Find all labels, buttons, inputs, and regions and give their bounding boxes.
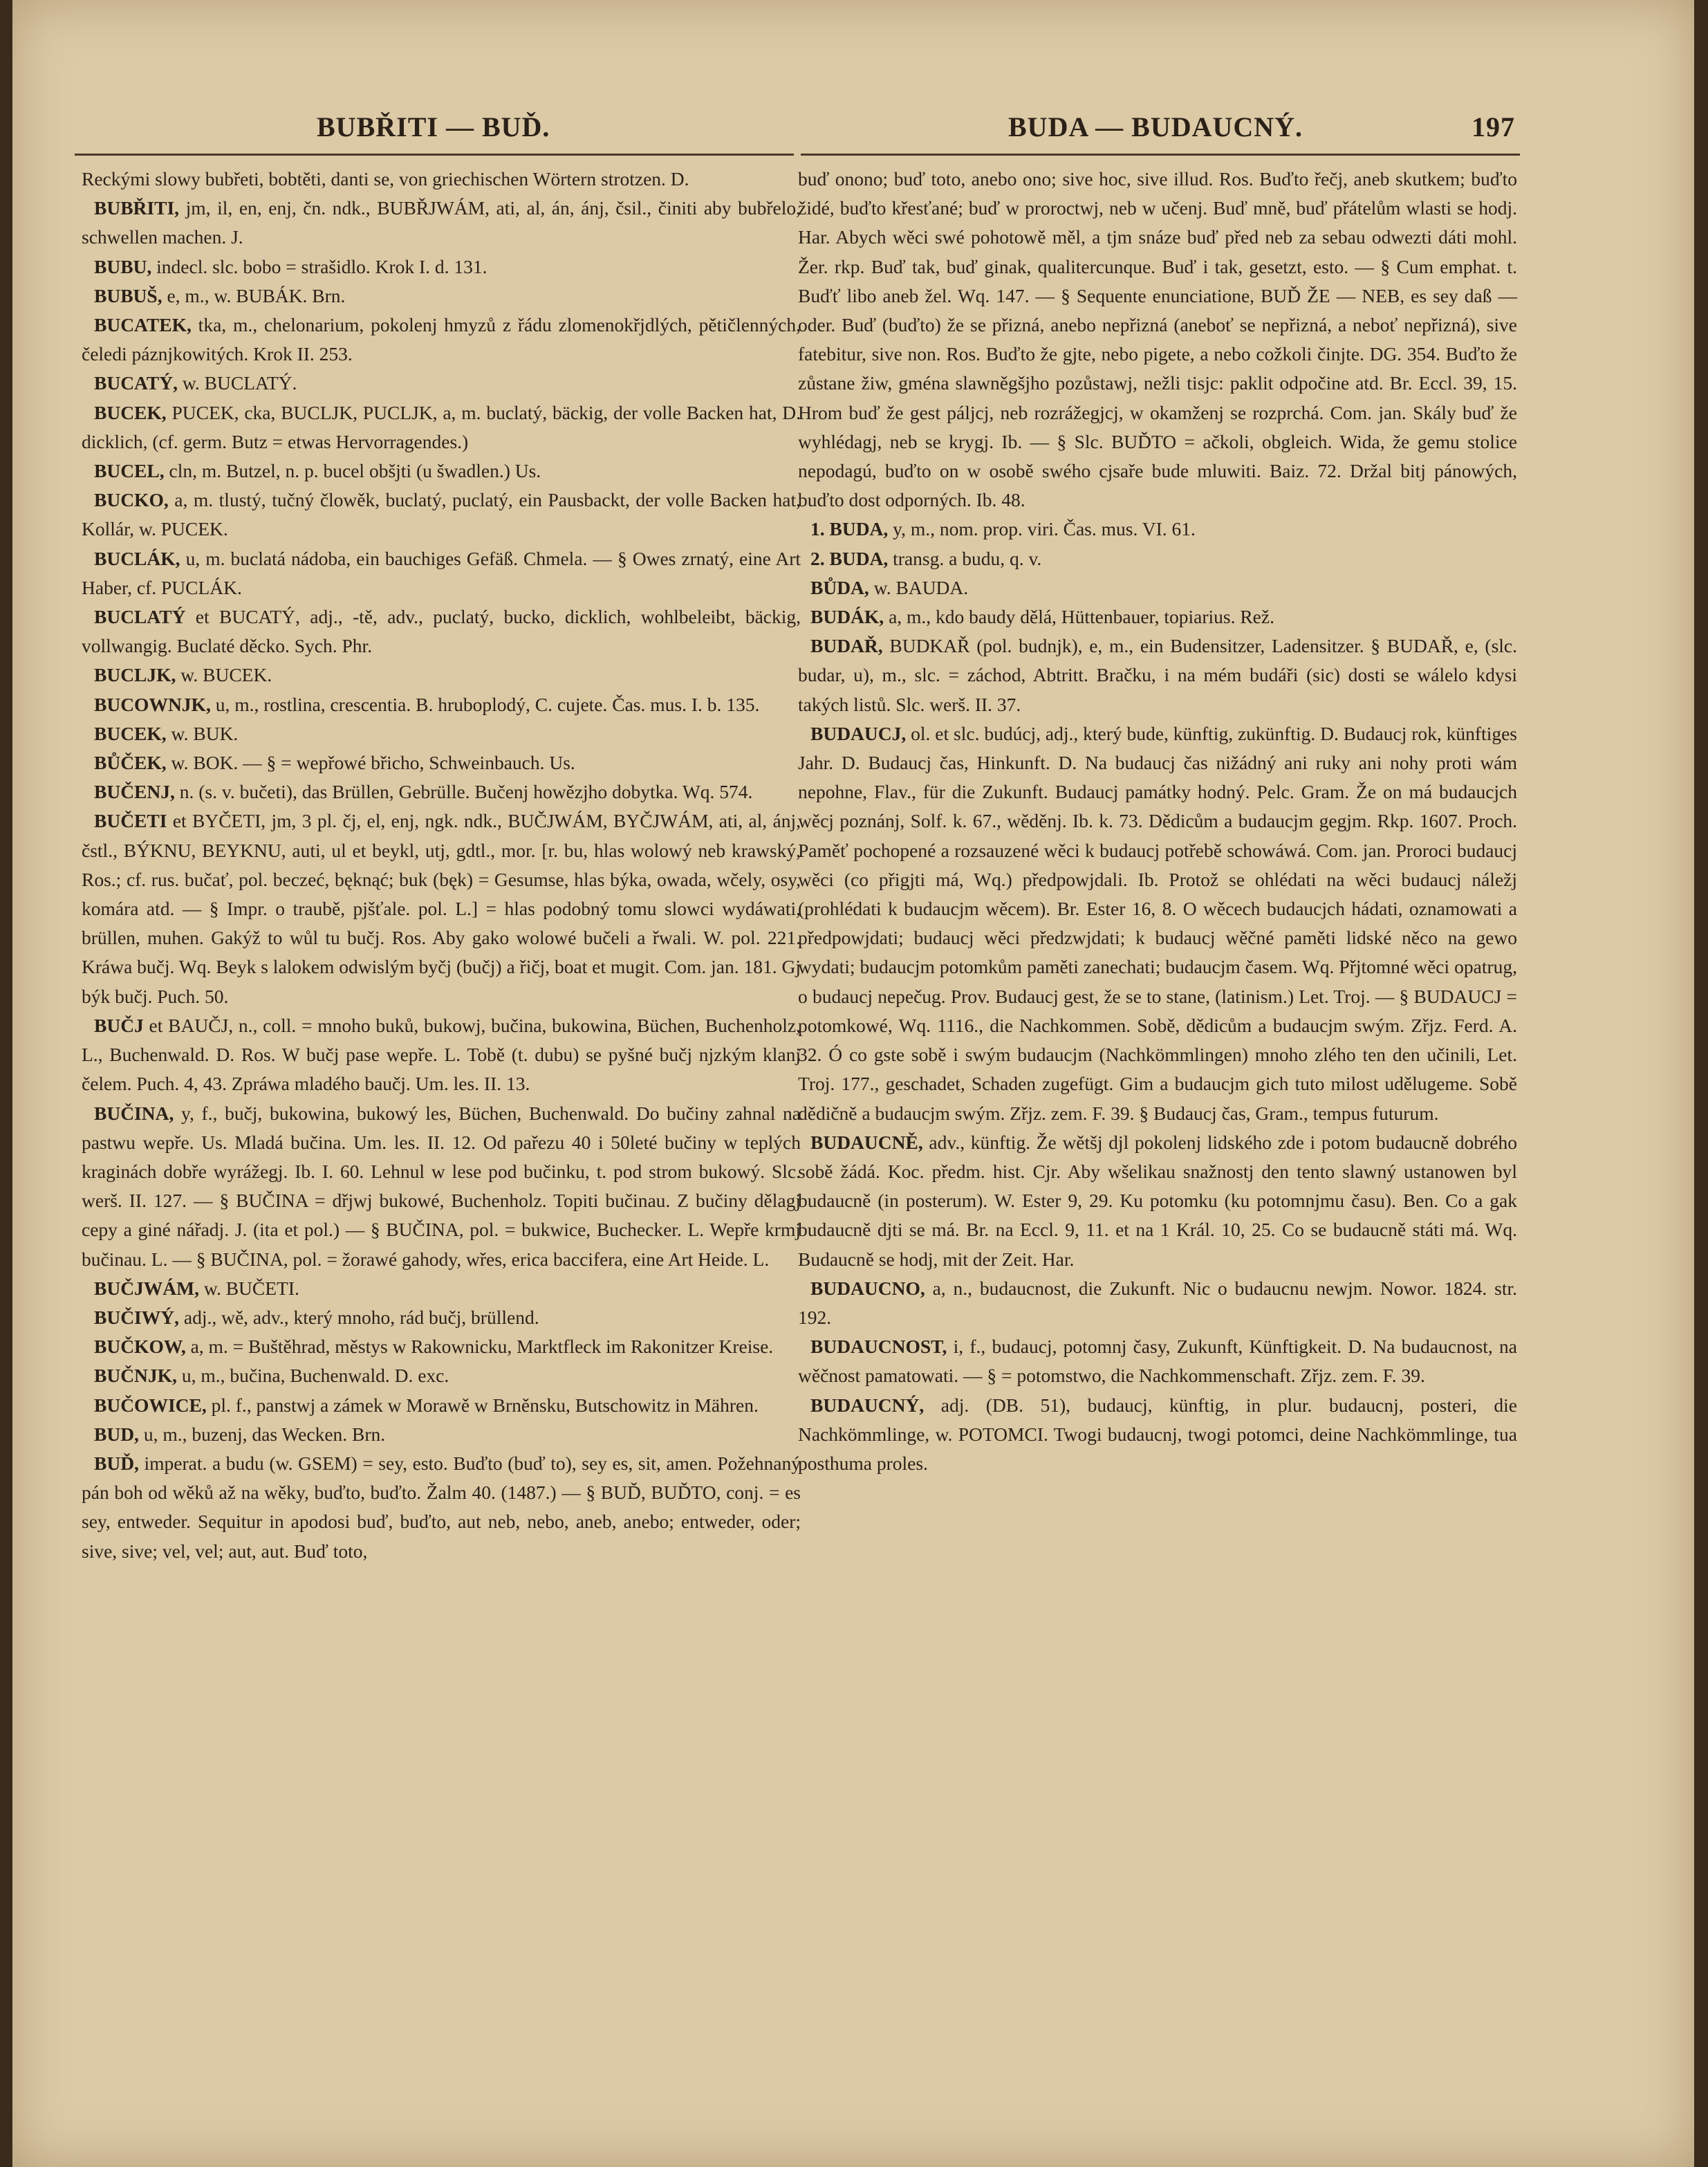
dictionary-entry (798, 1274, 1517, 1332)
entry-text: w. BUCLATÝ. (177, 372, 297, 394)
dictionary-entry (798, 719, 1517, 1128)
entry-text: adj., wě, adv., který mnoho, rád bučj, brüllend. (179, 1306, 539, 1328)
dictionary-entry (82, 1011, 801, 1099)
entry-text: u, m., bučina, Buchenwald. D. exc. (176, 1365, 449, 1387)
entry-headword: BUČOWICE, (94, 1394, 207, 1416)
right-column (798, 165, 1517, 1478)
entry-headword: 2. BUDA, (810, 547, 889, 569)
dictionary-entry (82, 194, 801, 252)
dictionary-entry (82, 486, 801, 544)
entry-text: y, f., bučj, bukowina, bukowý les, Büchen, Buchenwald. Do bučiny zahnal na pastwu wepře. Us. Mladá bučina. Um. les. II. 12. Od pařezu 40 i 50leté bučiny w teplých kraginách dobře wyrážegj. Ib. I. 60. Lehnul w lese pod bučinku, t. pod strom bukowý. Slc. werš. II. 127. — § BUČINA = dřjwj bukowé, Buchenholz. Topiti bučinau. Z bučiny dělagj cepy a giné nářadj. J. (ita et pol.) — § BUČINA, pol. = bukwice, Buchecker. L. Wepře krmj bučinau. L. — § BUČINA, pol. = žorawé gahody, wřes, erica baccifera, eine Art Heide. L. (82, 1102, 801, 1270)
entry-headword: BUČNJK, (94, 1365, 177, 1387)
dictionary-entry (798, 631, 1517, 719)
entry-headword: BUBŘITI, (94, 197, 180, 219)
entry-headword: BŮČEK, (94, 752, 167, 774)
dictionary-entry (82, 1420, 801, 1449)
entry-headword: BUĎ, (94, 1452, 139, 1474)
dictionary-entry (82, 719, 801, 748)
left-column (82, 165, 801, 1566)
dictionary-entry (82, 1303, 801, 1332)
dictionary-entry (82, 748, 801, 777)
entry-text: w. BAUDA. (869, 576, 969, 598)
entry-text: w. BUK. (166, 722, 239, 744)
dictionary-page (12, 0, 1694, 2167)
entry-text: u, m. buclatá nádoba, ein bauchiges Gefäß. Chmela. — § Owes zrnatý, eine Art Haber, cf. PUCLÁK. (82, 547, 801, 598)
entry-headword: BUBUŠ, (94, 284, 163, 306)
entry-text: indecl. slc. bobo = strašidlo. Krok I. d. 131. (151, 255, 488, 277)
entry-text: w. BUCEK. (176, 664, 272, 686)
entry-headword: BUČJWÁM, (94, 1277, 200, 1299)
entry-headword: BUDAUCNÝ, (810, 1394, 925, 1416)
entry-headword: BUČKOW, (94, 1336, 186, 1358)
entry-headword: BUCATÝ, (94, 372, 178, 394)
entry-headword: BUCATEK, (94, 314, 192, 336)
dictionary-entry (82, 690, 801, 719)
entry-text: a, n., budaucnost, die Zukunft. Nic o budaucnu newjm. Nowor. 1824. str. 192. (798, 1277, 1517, 1328)
right-header-rule (801, 154, 1520, 156)
entry-text: et BAUČJ, n., coll. = mnoho buků, bukowj, bučina, bukowina, Büchen, Buchenholz, L., Buchenwald. D. Ros. W bučj pase wepře. L. Tobě (t. dubu) se pyšné bučj njzkým klanj čelem. Puch. 4, 43. Zpráwa mladého baučj. Um. les. II. 13. (82, 1014, 801, 1095)
dictionary-entry (798, 573, 1517, 602)
entry-text: BUDKAŘ (pol. budnjk), e, m., ein Budensitzer, Ladensitzer. § BUDAŘ, e, (slc. budar, u), m., slc. = záchod, Abtritt. Bračku, i na mém budáři (sic) dosti se wálelo kdysi takých listů. Slc. werš. II. 37. (798, 635, 1517, 715)
entry-headword: BUČENJ, (94, 781, 175, 803)
entry-headword: BUDAUCJ, (810, 722, 907, 744)
dictionary-entry (82, 1332, 801, 1361)
entry-headword: BUDAUCNĚ, (810, 1131, 923, 1153)
entry-text: a, m., kdo baudy dělá, Hüttenbauer, topiarius. Rež. (884, 606, 1274, 628)
dictionary-entry (82, 806, 801, 1011)
entry-text: PUCEK, cka, BUCLJK, PUCLJK, a, m. buclatý, bäckig, der volle Backen hat, D. dicklich, (cf. germ. Butz = etwas Hervorragendes.) (82, 401, 801, 452)
entry-text: w. BUČETI. (199, 1277, 299, 1299)
entry-headword: BUDAŘ, (810, 635, 883, 657)
dictionary-entry (82, 544, 801, 602)
entry-headword: BUCKO, (94, 489, 169, 511)
entry-text: et BYČETI, jm, 3 pl. čj, el, enj, ngk. ndk., BUČJWÁM, BYČJWÁM, ati, al, ánj, čstl., BÝKNU, BEYKNU, auti, ul et beykl, utj, gdtl., mor. [r. bu, hlas wolowý neb krawský, Ros.; cf. rus. bučať, pol. beczeć, bęknąć; buk (bęk) = Gesumse, hlas býka, owada, wčely, osy, komára atd. — § Impr. o traubě, pjšťale. pol. L.] = hlas podobný tomu slowci wydáwati, brüllen, muhen. Gakýž to wůl tu bučj. Ros. Aby gako wolowé bučeli a řwali. W. pol. 221. Kráwa bučj. Wq. Beyk s lalokem odwislým byčj (bučj) a řičj, boat et mugit. Com. jan. 181. Gj býk bučj. Puch. 50. (82, 810, 801, 1007)
entry-text: jm, il, en, enj, čn. ndk., BUBŘJWÁM, ati, al, án, ánj, čsil., činiti aby bubřelo, schwellen machen. J. (82, 197, 801, 248)
dictionary-entry (798, 165, 1517, 515)
dictionary-entry (798, 544, 1517, 573)
entry-headword: BUČIWÝ, (94, 1306, 179, 1328)
dictionary-entry (82, 165, 801, 194)
dictionary-entry (82, 777, 801, 806)
entry-headword: BUCLATÝ (94, 606, 186, 628)
entry-text: tka, m., chelonarium, pokolenj hmyzů z řádu zlomenokřjdlých, pětičlenných, čeledi páznjkowitých. Krok II. 253. (82, 314, 801, 365)
entry-headword: BUDAUCNOST, (810, 1336, 947, 1358)
entry-text: n. (s. v. bučeti), das Brüllen, Gebrülle. Bučenj howězjho dobytka. Wq. 574. (174, 781, 753, 803)
entry-headword: BUBU, (94, 255, 152, 277)
dictionary-entry (82, 369, 801, 398)
entry-headword: BUČETI (94, 810, 167, 832)
dictionary-entry (82, 1361, 801, 1390)
entry-text: transg. a budu, q. v. (888, 547, 1042, 569)
entry-headword: BUCEL, (94, 460, 165, 482)
entry-text: e, m., w. BUBÁK. Brn. (162, 284, 346, 306)
entry-headword: BUD, (94, 1423, 139, 1445)
dictionary-entry (82, 1449, 801, 1566)
entry-headword: BUCEK, (94, 401, 167, 423)
dictionary-entry (82, 398, 801, 457)
entry-text: u, m., rostlina, crescentia. B. hruboplodý, C. cujete. Čas. mus. I. b. 135. (210, 693, 760, 715)
dictionary-entry (798, 1391, 1517, 1479)
dictionary-entry (82, 252, 801, 282)
entry-text: a, m. tlustý, tučný člowěk, buclatý, puclatý, ein Pausbackt, der volle Backen hat, Kollár, w. PUCEK. (82, 489, 801, 540)
entry-headword: BUCEK, (94, 722, 167, 744)
right-running-head: BUDA — BUDAUCNÝ. (1008, 111, 1303, 142)
entry-headword: BŮDA, (810, 576, 869, 598)
entry-text: i, f., budaucj, potomnj časy, Zukunft, Künftigkeit. D. Na budaucnost, na wěčnost pamatowati. — § = potomstwo, die Nachkommenschaft. Zřjz. zem. F. 39. (798, 1336, 1517, 1387)
dictionary-entry (798, 515, 1517, 544)
entry-text: y, m., nom. prop. viri. Čas. mus. VI. 61. (888, 518, 1196, 540)
dictionary-entry (82, 602, 801, 661)
entry-text: a, m. = Buštěhrad, městys w Rakownicku, Marktfleck im Rakonitzer Kreise. (185, 1336, 774, 1358)
dictionary-entry (798, 1128, 1517, 1274)
entry-headword: BUČJ (94, 1014, 144, 1036)
dictionary-entry (82, 1274, 801, 1303)
left-running-head: BUBŘITI — BUĎ. (317, 111, 550, 142)
dictionary-entry (82, 1391, 801, 1420)
entry-text: adj. (DB. 51), budaucj, künftig, in plur. budaucnj, posteri, die Nachkömmlinge, w. POTOMCI. Twogi budaucnj, twogi potomci, deine Nachkömmlinge, tua posthuma proles. (798, 1394, 1517, 1474)
entry-text: u, m., buzenj, das Wecken. Brn. (138, 1423, 386, 1445)
left-header-rule (75, 154, 794, 156)
entry-headword: BUDAUCNO, (810, 1277, 925, 1299)
entry-headword: 1. BUDA, (810, 518, 889, 540)
dictionary-entry (82, 1099, 801, 1274)
entry-headword: BUČINA, (94, 1102, 174, 1124)
entry-text: ol. et slc. budúcj, adj., který bude, künftig, zukünftig. D. Budaucj rok, künftiges Jahr. D. Budaucj čas, Hinkunft. D. Na budaucj čas nižádný ani ruky ani nohy proti wám nepohne, Flav., für die Zukunft. Budaucj památky hodný. Pelc. Gram. Že on má budaucjch wěcj poznánj, Solf. k. 67., wěděnj. Ib. k. 73. Dědicům a budaucjm gegjm. Rkp. 1607. Proch. Paměť pochopené a rozsauzené wěci k budaucj potřebě schowáwá. Com. jan. Proroci budaucj wěci (co přigjti má, Wq.) předpowjdali. Ib. Protož se ohlédati na wěci budaucj náležj (prohlédati k budaucjm wěcem). Br. Ester 16, 8. O wěcech budaucjch hádati, oznamowati a předpowjdati; budaucj wěci předzwjdati; k budaucj wěčné paměti lidské něco na gewo wydati; budaucjm potomkům paměti zanechati; budaucjm časem. Wq. Přjtomné wěci opatrug, o budaucj nepečug. Prov. Budaucj gest, že se to stane, (latinism.) Let. Troj. — § BUDAUCJ = potomkowé, Wq. 1116., die Nachkommen. Sobě, dědicům a budaucjm swým. Zřjz. Ferd. A. 32. Ó co gste sobě i swým budaucjm (Nachkömmlingen) mnoho zlého ten den učinili, Let. Troj. 177., geschadet, Schaden zugefügt. Gim a budaucjm gich tuto milost udělugeme. Sobě dědičně a budaucjm swým. Zřjz. zem. F. 39. § Budaucj čas, Gram., tempus futurum. (798, 722, 1517, 1124)
entry-text: pl. f., panstwj a zámek w Morawě w Brněnsku, Butschowitz in Mähren. (206, 1394, 759, 1416)
entry-text: w. BOK. — § = wepřowé břicho, Schweinbauch. Us. (166, 752, 575, 774)
entry-headword: BUCLJK, (94, 664, 176, 686)
dictionary-entry (82, 282, 801, 311)
dictionary-entry (798, 602, 1517, 631)
entry-text: cln, m. Butzel, n. p. bucel obšjti (u šwadlen.) Us. (164, 460, 541, 482)
entry-headword: BUCOWNJK, (94, 693, 211, 715)
page-number: 197 (1472, 111, 1515, 142)
entry-text: et BUCATÝ, adj., -tě, adv., puclatý, bucko, dicklich, wohlbeleibt, bäckig, vollwangig. Buclaté děcko. Sych. Phr. (82, 606, 801, 657)
entry-text: buď onono; buď toto, anebo ono; sive hoc, sive illud. Ros. Buďto řečj, aneb skutkem; buďto židé, buďto křesťané; buď w proroctwj, neb w učenj. Buď mně, buď přátelům wlasti se hodj. Har. Abych wěci swé pohotowě měl, a tjm snáze buď před neb za sebau odwezti dáti mohl. Žer. rkp. Buď tak, buď ginak, qualitercunque. Buď i tak, gesetzt, esto. — § Cum emphat. t. Buďť libo aneb žel. Wq. 147. — § Sequente enunciatione, BUĎ ŽE — NEB, es sey daß — oder. Buď (buďto) že se přizná, anebo nepřizná (aneboť se nepřizná, a neboť nepřizná), sive fatebitur, sive non. Ros. Buďto že gjte, nebo pigete, a nebo cožkoli činjte. DG. 354. Buďto že zůstane žiw, gména slawněgšjho pozůstawj, nežli tisjc: paklit odpočine atd. Br. Eccl. 39, 15. Hrom buď že gest páljcj, neb rozrážegjcj, w okamženj se rozprchá. Com. jan. Skály buď že wyhlédagj, neb se krygj. Ib. — § Slc. BUĎTO = ačkoli, obgleich. Wida, že gemu stolice nepodagú, buďto on w osobě swého cjsaře bude mluwiti. Baiz. 72. Držal bitj pánowých, buďto dost odporných. Ib. 48. (798, 168, 1517, 511)
entry-headword: BUCLÁK, (94, 547, 180, 569)
dictionary-entry (82, 457, 801, 486)
dictionary-entry (82, 311, 801, 369)
dictionary-entry (798, 1332, 1517, 1390)
dictionary-entry (82, 661, 801, 690)
entry-headword: BUDÁK, (810, 606, 884, 628)
entry-text: Reckými slowy bubřeti, bobtěti, danti se, von griechischen Wörtern strotzen. D. (82, 168, 689, 190)
entry-text: adv., künftig. Že wětšj djl pokolenj lidského zde i potom budaucně dobrého sobě žádá. Koc. předm. hist. Cjr. Aby wšelikau snažnostj den tento slawný ustanowen byl budaucně (in posterum). W. Ester 9, 29. Ku potomku (ku potomnjmu času). Ben. Co a gak budaucně djti se má. Br. na Eccl. 9, 11. et na 1 Král. 10, 25. Co se budaucně státi má. Wq. Budaucně se hodj, mit der Zeit. Har. (798, 1131, 1517, 1270)
entry-text: imperat. a budu (w. GSEM) = sey, esto. Buďto (buď to), sey es, sit, amen. Požehnaný pán boh od wěků až na wěky, buďto, buďto. Žalm 40. (1487.) — § BUĎ, BUĎTO, conj. = es sey, entweder. Sequitur in apodosi buď, buďto, aut neb, nebo, aneb, anebo; entweder, oder; sive, sive; vel, vel; aut, aut. Buď toto, (82, 1452, 801, 1562)
